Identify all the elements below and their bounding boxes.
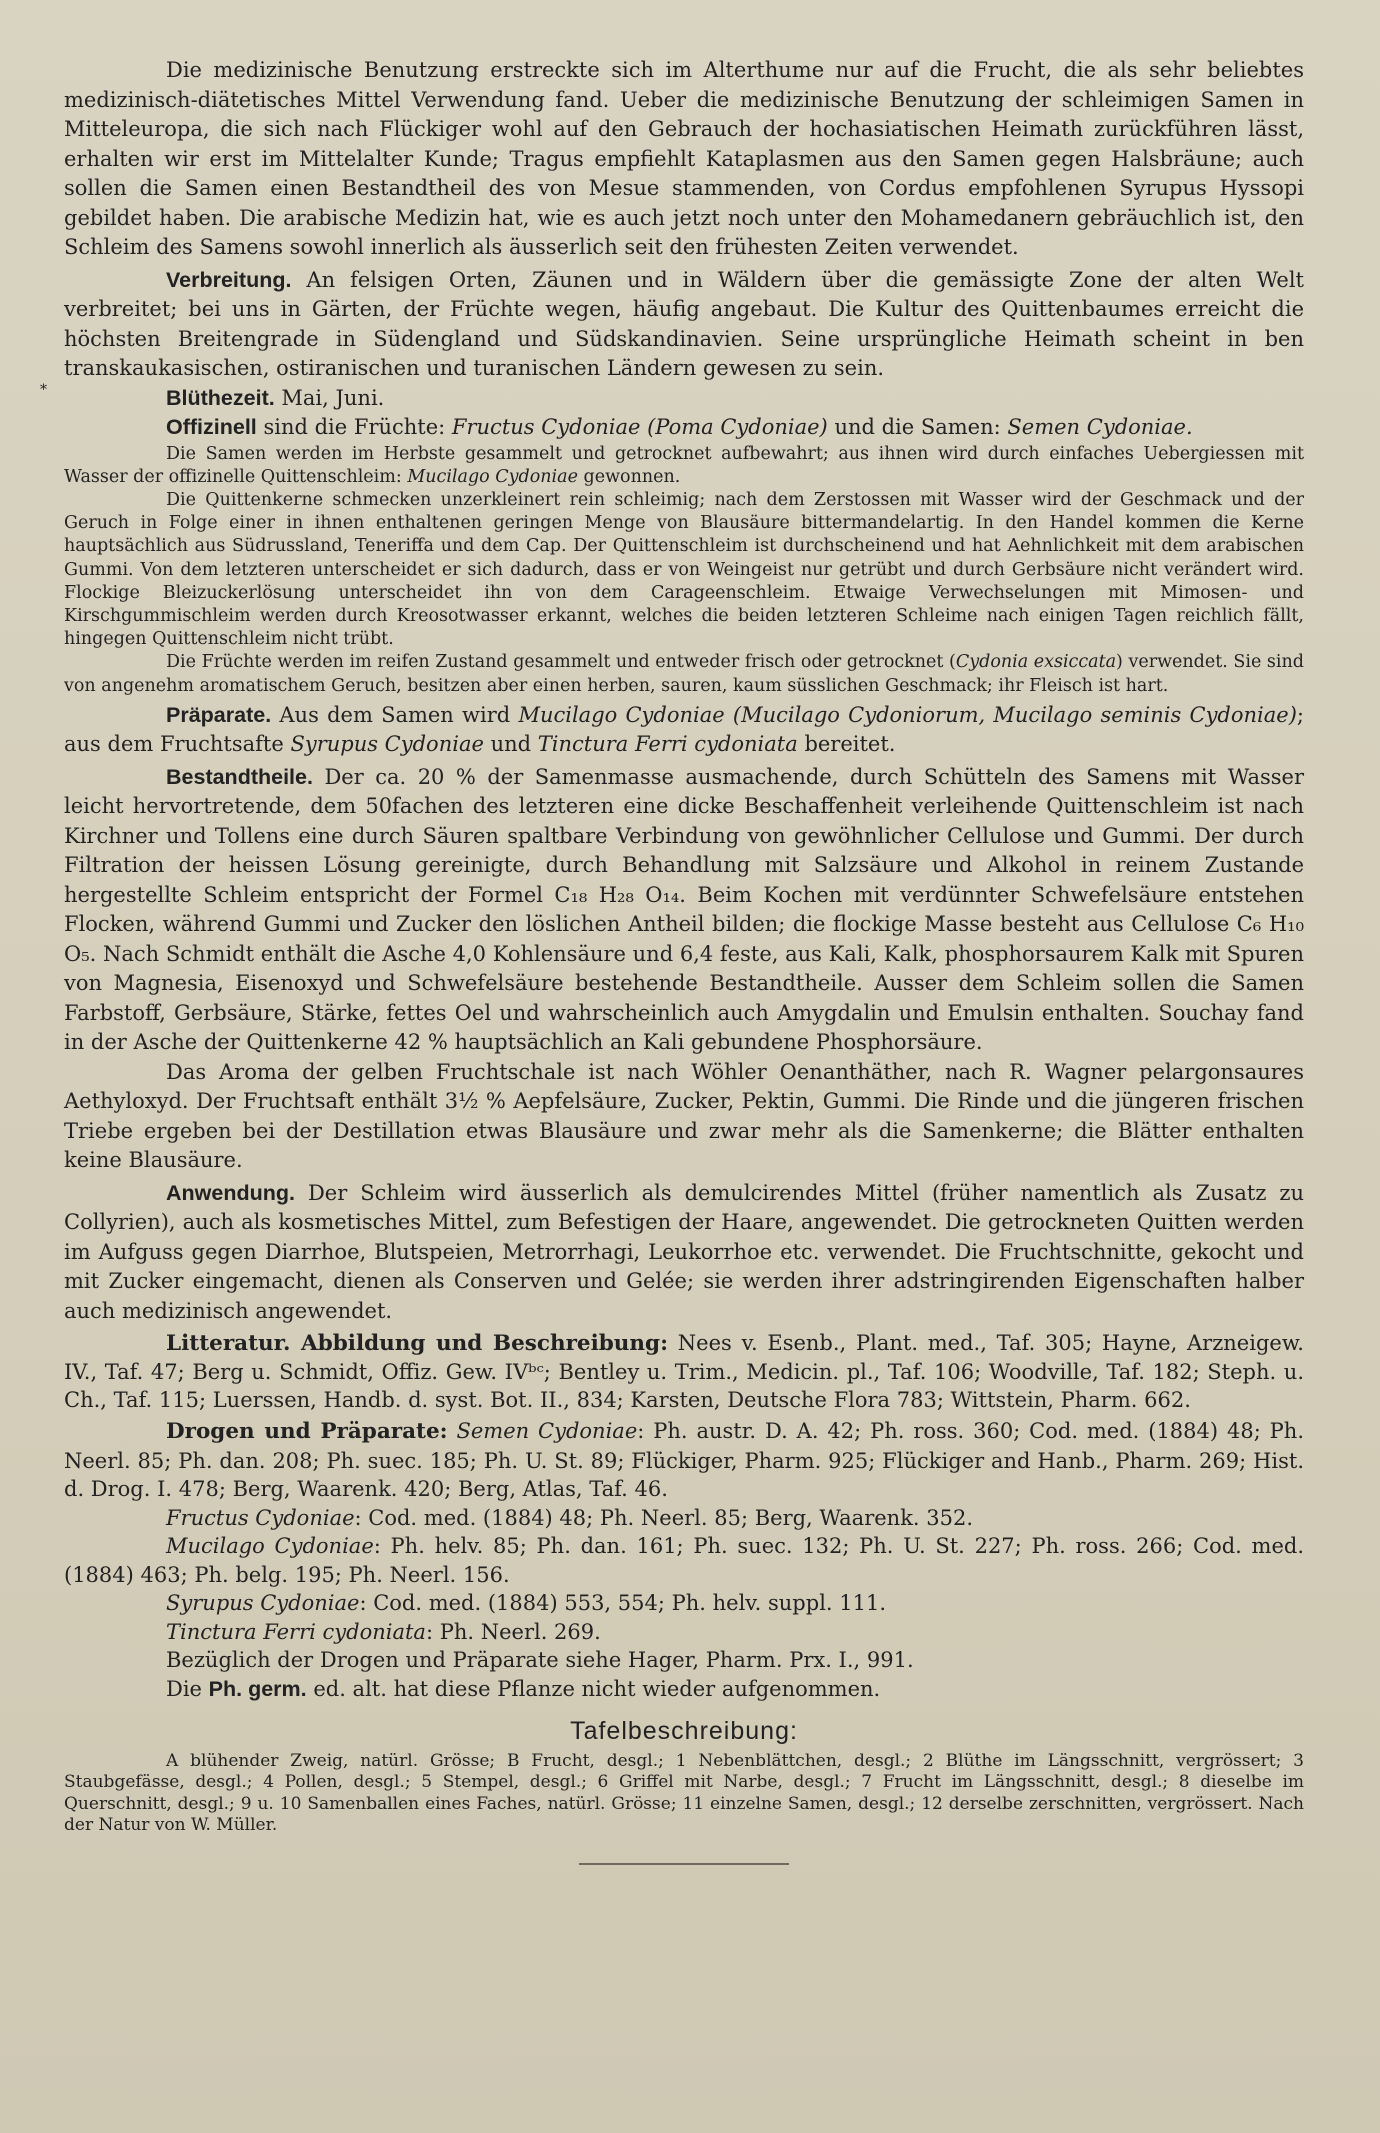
bestandtheile-text: Der ca. 20 % der Samenmasse ausmachende, durch Schütteln des Samens mit Wasser leicht hervortretende, dem 50fachen des letzteren eine dicke Beschaffenheit verleihende Quittenschleim ist nach Kirchner und Tollens eine durch Säuren spaltbare Verbindung von gewöhnlicher Cellulose und Gummi. Der durch Filtration der heissen Lösung gereinigte, durch Behandlung mit Salzsäure und Alkohol in reinem Zustande hergestellte Schleim entspricht der Formel C₁₈ H₂₈ O₁₄. Beim Kochen mit verdünnter Schwefelsäure entstehen Flocken, während Gummi und Zucker den löslichen Antheil bilden; die flockige Masse besteht aus Cellulose C₆ H₁₀ O₅. Nach Schmidt enthält die Asche 4,0 Kohlensäure und 6,4 feste, aus Kali, Kalk, phosphorsaurem Kalk mit Spuren von Magnesia, Eisenoxyd und Schwefelsäure bestehende Bestandtheile. Ausser dem Schleim sollen die Samen Farbstoff, Gerbsäure, Stärke, fettes Oel und wahrscheinlich auch Amygdalin und Emulsin enthalten. Souchay fand in der Asche der Quittenkerne 42 % hauptsächlich an Kali gebundene Phosphorsäure. — [64, 764, 1304, 1055]
aroma-paragraph: Das Aroma der gelben Fruchtschale ist nach Wöhler Oenanthäther, nach R. Wagner pelargonsaures Aethyloxyd. Der Fruchtsaft enthält 3½ % Aepfelsäure, Zucker, Pektin, Gummi. Die Rinde und die jüngeren frischen Triebe ergeben bei der Destillation etwas Blausäure und zwar mehr als die Samenkerne; die Blätter enthalten keine Blausäure. — [64, 1059, 1304, 1173]
praeparate-tinctura: Tinctura Ferri cydoniata — [537, 732, 798, 757]
praeparate-mucilago: Mucilago Cydoniae (Mucilago Cydoniorum, Mucilago seminis Cydoniae) — [518, 702, 1297, 727]
germ-text-a: Die — [166, 1676, 202, 1701]
drogen-mucilago-name: Mucilago Cydoniae — [166, 1534, 374, 1559]
bluethezeit-text: Mai, Juni. — [281, 385, 385, 410]
small1-text-c: gewonnen. — [583, 466, 681, 487]
litteratur-paragraph — [64, 1329, 1304, 1414]
drogen-section — [64, 1417, 1304, 1703]
offizinell-semen: Semen Cydoniae. — [1007, 415, 1193, 439]
verbreitung-paragraph — [64, 266, 1304, 384]
drogen-tinctura-name: Tinctura Ferri cydoniata — [166, 1619, 426, 1644]
drogen-mucilago-line — [64, 1532, 1304, 1589]
drogen-fructus-refs: : Cod. med. (1884) 48; Ph. Neerl. 85; Berg, Waarenk. 352. — [354, 1505, 974, 1530]
praeparate-syrupus: Syrupus Cydoniae — [290, 732, 484, 757]
anwendung-heading: Anwendung. — [166, 1180, 295, 1205]
drogen-syrupus-name: Syrupus Cydoniae — [166, 1591, 360, 1616]
tafel-heading: Tafelbeschreibung: — [570, 1717, 798, 1746]
offizinell-fructus: Fructus Cydoniae (Poma Cydoniae) — [451, 415, 828, 439]
small3-text-c: ) verwendet. Sie sind von angenehm aromatischem Geruch, besitzen aber einen herben, sauren, kaum süsslichen Geschmack; ihr Fleisch ist hart. — [64, 652, 1304, 696]
footnote-star: * — [40, 382, 47, 398]
drogen-mucilago-refs: : Ph. helv. 85; Ph. dan. 161; Ph. suec. 132; Ph. U. St. 227; Ph. ross. 266; Cod. med. (1884) 463; Ph. belg. 195; Ph. Neerl. 156. — [64, 1534, 1305, 1587]
main-text-column — [64, 56, 1304, 1865]
germ-text-c: ed. alt. hat diese Pflanze nicht wieder aufgenommen. — [313, 1676, 881, 1701]
small3-text-a: Die Früchte werden im reifen Zustand gesammelt und entweder frisch oder getrocknet ( — [166, 652, 956, 673]
litteratur-heading: Litteratur. Abbildung und Beschreibung: — [166, 1331, 669, 1357]
ph-germ-line — [64, 1675, 1304, 1704]
anwendung-paragraph — [64, 1179, 1304, 1327]
verbreitung-text: An felsigen Orten, Zäunen und in Wäldern über die gemässigte Zone der alten Welt verbreitet; bei uns in Gärten, der Früchte wegen, häufig angebaut. Die Kultur des Quittenbaumes erreicht die höchsten Breitengrade in Südengland und Südskandinavien. Seine ursprüngliche Heimath scheint in ben transkaukasischen, ostiranischen und turanischen Ländern gewesen zu sein. — [64, 267, 1304, 380]
small1-mucilago: Mucilago Cydoniae — [407, 466, 578, 487]
praeparate-heading: Präparate. — [166, 702, 272, 727]
praeparate-paragraph — [64, 701, 1304, 760]
drogen-tinctura-line — [64, 1618, 1304, 1647]
offizinell-paragraph — [64, 413, 1304, 443]
small-paragraph-fruechte — [64, 651, 1304, 697]
drogen-semen-name: Semen Cydoniae — [456, 1419, 638, 1444]
drogen-syrupus-refs: : Cod. med. (1884) 553, 554; Ph. helv. suppl. 111. — [359, 1591, 887, 1616]
verbreitung-heading: Verbreitung. — [166, 267, 292, 292]
end-divider — [579, 1863, 789, 1865]
germ-bold: Ph. germ. — [208, 1676, 307, 1701]
drogen-tinctura-refs: : Ph. Neerl. 269. — [425, 1619, 601, 1644]
bestandtheile-paragraph — [64, 763, 1304, 1058]
offizinell-text-c: und die Samen: — [834, 415, 1001, 439]
small3-exsiccata: Cydonia exsiccata — [955, 652, 1117, 673]
drogen-heading: Drogen und Präparate: — [166, 1419, 448, 1445]
small1-text-a: Die Samen werden im Herbste gesammelt und getrocknet aufbewahrt; aus ihnen wird durch einfaches Uebergiessen mit Wasser der offizinelle Quittenschleim: — [64, 443, 1304, 487]
small-paragraph-samen — [64, 443, 1304, 489]
drogen-fructus-name: Fructus Cydoniae — [166, 1505, 355, 1530]
litteratur-text: Nees v. Esenb., Plant. med., Taf. 305; Hayne, Arzneigew. IV., Taf. 47; Berg u. Schmidt, Offiz. Gew. IVᵇᶜ; Bentley u. Trim., Medicin. pl., Taf. 106; Woodville, Taf. 182; Steph. u. Ch., Taf. 115; Luerssen, Handb. d. syst. Bot. II., 834; Karsten, Deutsche Flora 783; Wittstein, Pharm. 662. — [64, 1331, 1304, 1413]
drogen-semen-refs: : Ph. austr. D. A. 42; Ph. ross. 360; Cod. med. (1884) 48; Ph. Neerl. 85; Ph. dan. 208; Ph. suec. 185; Ph. U. St. 89; Flückiger, Pharm. 925; Flückiger and Hanb., Pharm. 269; Hist. d. Drog. I. 478; Berg, Waarenk. 420; Berg, Atlas, Taf. 46. — [64, 1419, 1304, 1502]
hager-line: Bezüglich der Drogen und Präparate siehe Hager, Pharm. Prx. I., 991. — [166, 1648, 914, 1673]
praeparate-text-c: ; aus dem Fruchtsafte — [64, 702, 1304, 757]
offizinell-text-a: sind die Früchte: — [263, 415, 446, 439]
drogen-semen-line — [64, 1417, 1304, 1504]
anwendung-text: Der Schleim wird äusserlich als demulcirendes Mittel (früher namentlich als Zusatz zu Collyrien), auch als kosmetisches Mittel, zum Befestigen der Haare, angewendet. Die getrockneten Quitten werden im Aufguss gegen Diarrhoe, Blutspeien, Metrorrhagi, Leukorrhoe etc. verwendet. Die Fruchtschnitte, gekocht und mit Zucker eingemacht, dienen als Conserven und Gelée; sie werden ihrer adstringirenden Eigenschaften halber auch medizinisch angewendet. — [64, 1180, 1304, 1323]
drogen-fructus-line — [64, 1504, 1304, 1533]
litteratur-section — [64, 1329, 1304, 1414]
bluethezeit-paragraph — [64, 384, 1304, 414]
tafel-description: A blühender Zweig, natürl. Grösse; B Frucht, desgl.; 1 Nebenblättchen, desgl.; 2 Blüthe im Längsschnitt, vergrössert; 3 Staubgefässe, desgl.; 4 Pollen, desgl.; 5 Stempel, desgl.; 6 Griffel mit Narbe, desgl.; 7 Frucht im Längsschnitt, desgl.; 8 dieselbe im Querschnitt, desgl.; 9 u. 10 Samenballen eines Faches, natürl. Grösse; 11 einzelne Samen, desgl.; 12 derselbe zerschnitten, vergrössert. Nach der Natur von W. Müller. — [64, 1750, 1304, 1836]
offizinell-heading: Offizinell — [166, 415, 257, 439]
drogen-syrupus-line — [64, 1589, 1304, 1618]
praeparate-text-a: Aus dem Samen wird — [279, 702, 511, 727]
praeparate-text-g: bereitet. — [804, 732, 896, 757]
praeparate-text-e: und — [490, 732, 532, 757]
small-paragraph-quittenkerne: Die Quittenkerne schmecken unzerkleinert rein schleimig; nach dem Zerstossen mit Wasser wird der Geschmack und der Geruch in Folge einer in ihnen enthaltenen geringen Menge von Blausäure bittermandelartig. In den Handel kommen die Kerne hauptsächlich aus Südrussland, Teneriffa und dem Cap. Der Quittenschleim ist durchscheinend und hat Aehnlichkeit mit dem arabischen Gummi. Von dem letzteren unterscheidet er sich dadurch, dass er von Weingeist nur getrübt und durch Gerbsäure nicht verändert wird. Flockige Bleizuckerlösung unterscheidet ihn von dem Carageenschleim. Etwaige Verwechselungen mit Mimosen- und Kirschgummischleim werden durch Kreosotwasser erkannt, welches die beiden letzteren Schleime nach einigen Tagen reichlich fällt, hingegen Quittenschleim nicht trübt. — [64, 489, 1304, 650]
bluethezeit-heading: Blüthezeit. — [166, 385, 275, 410]
bestandtheile-heading: Bestandtheile. — [166, 764, 313, 789]
intro-paragraph: Die medizinische Benutzung erstreckte sich im Alterthume nur auf die Frucht, die als sehr beliebtes medizinisch-diätetisches Mittel Verwendung fand. Ueber die medizinische Benutzung der schleimigen Samen in Mitteleuropa, die sich nach Flückiger wohl auf den Gebrauch der hochasiatischen Heimath zurückführen lässt, erhalten wir erst im Mittelalter Kunde; Tragus empfiehlt Kataplasmen aus den Samen gegen Halsbräune; auch sollen die Samen einen Bestandtheil des von Mesue stammenden, von Cordus empfohlenen Syrupus Hyssopi gebildet haben. Die arabische Medizin hat, wie es auch jetzt noch unter den Mohamedanern gebräuchlich ist, den Schleim des Samens sowohl innerlich als äusserlich seit den frühesten Zeiten verwendet. — [64, 58, 1304, 259]
